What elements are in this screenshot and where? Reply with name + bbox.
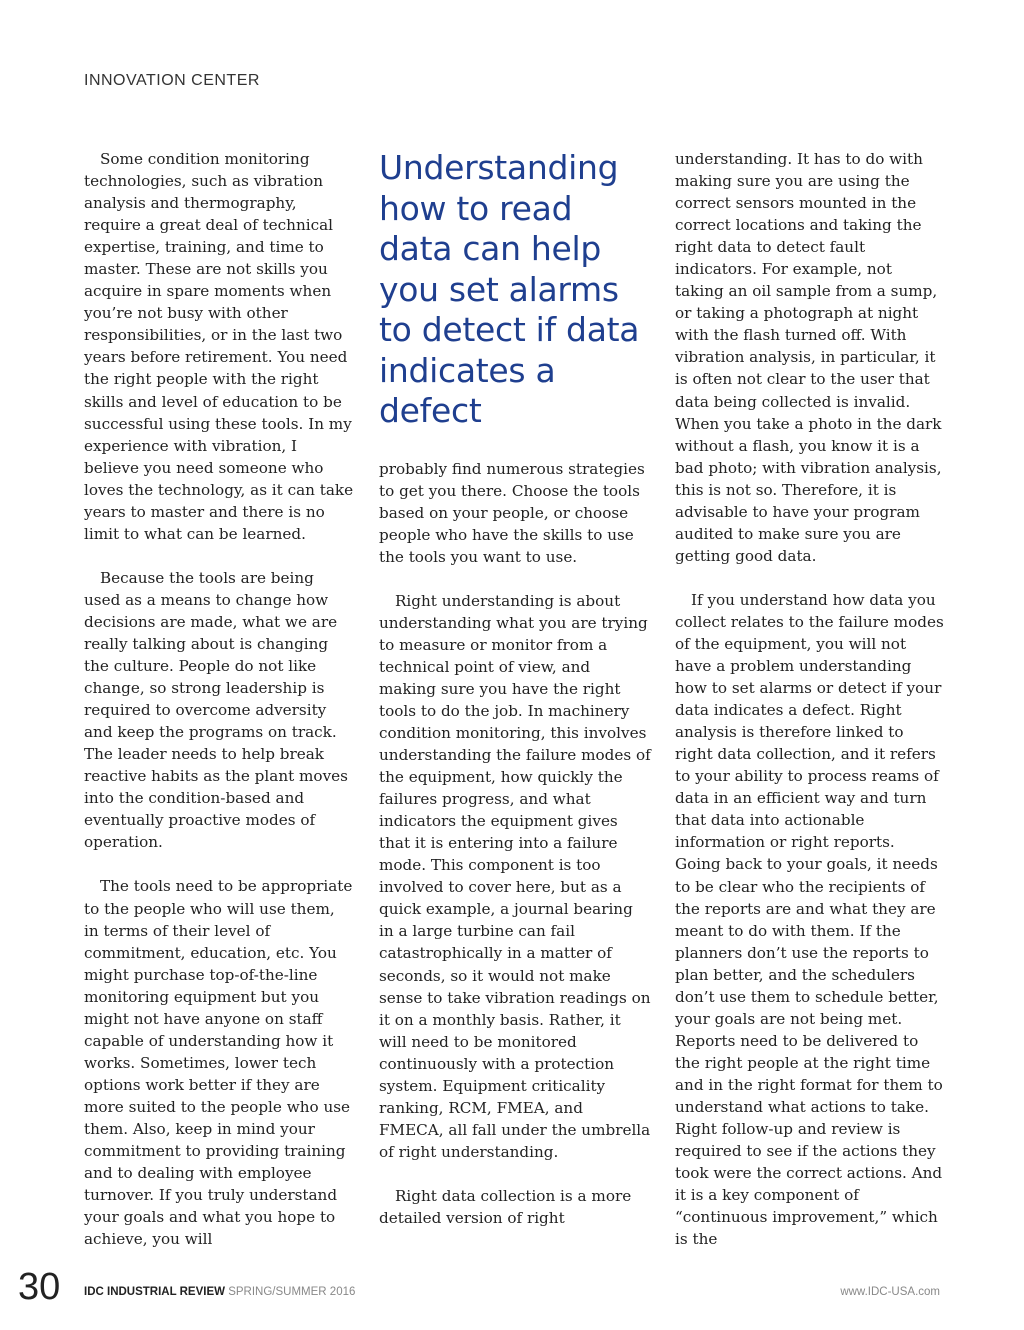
paragraph: understanding. It has to do with making sure you are using the correct sensors mounted in the correct locations and taking the right data to detect fault indicators. For example, not taking an oil sample from a sump, or taking a photograph at night with the flash turned off. With vibration analysis, in particular, it is often not clear to the user that data being collected is invalid. When you take a photo in the dark without a flash, you know it is a bad photo; with vibration analysis, this is not so. Therefore, it is advisable to have your program audited to make sure you are getting good data. <box>675 150 942 565</box>
paragraph: Some condition monitoring technologies, such as vibration analysis and thermography, require a great deal of technical expertise, training, and time to master. These are not skills you acquire in spare moments when you’re not busy with other responsibilities, or in the last two years before retirement. You need the right people with the right skills and level of education to be successful using these tools. In my experience with vibration, I believe you need someone who loves the technology, as it can take years to master and there is no limit to what can be learned. <box>84 150 354 543</box>
paragraph: The tools need to be appropriate to the people who will use them, in terms of their level of commitment, education, etc. You might purchase top-of-the-line monitoring equipment but you might not have anyone on staff capable of understanding how it works. Sometimes, lower tech options work better if they are more suited to the people who use them. Also, keep in mind your commitment to providing training and to dealing with employee turnover. If you truly understand your goals and what you hope to achieve, you will <box>84 877 353 1249</box>
paragraph: If you understand how data you collect relates to the failure modes of the equipment, you will not have a problem understanding how to set alarms or detect if your data indicates a defect. Right analysis is therefore linked to right data collection, and it refers to your ability to process reams of data in an efficient way and turn that data into actionable information or right reports. Going back to your goals, it needs to be clear who the recipients of the reports are and what they are meant to do with them. If the planners don’t use the reports to plan better, and the schedulers don’t use them to schedule better, your goals are not being met. Reports need to be delivered to the right people at the right time and in the right format for them to understand what actions to take. Right follow-up and review is required to see if the actions they took were the correct actions. And it is a key component of “continuous improvement,” which is the <box>675 590 944 1249</box>
section-label: INNOVATION CENTER <box>84 72 260 89</box>
paragraph: Right data collection is a more detailed version of right <box>379 1186 632 1227</box>
paragraph: probably find numerous strategies to get you there. Choose the tools based on your people, or choose people who have the skills to use the tools you want to use. <box>379 459 645 566</box>
issue-label: SPRING/SUMMER 2016 <box>228 1286 356 1298</box>
paragraph: Right understanding is about understanding what you are trying to measure or monitor from a technical point of view, and making sure you have the right tools to do the job. In machinery condition monitoring, this involves understanding the failure modes of the equipment, how quickly the failures progress, and what indicators the equipment gives that it is entering into a failure mode. This component is too involved to cover here, but as a quick example, a journal bearing in a large turbine can fail catastrophically in a matter of seconds, so it would not make sense to take vibration readings on it on a monthly basis. Rather, it will need to be monitored continuously with a protection system. Equipment criticality ranking, RCM, FMEA, and FMECA, all fall under the umbrella of right understanding. <box>379 591 651 1161</box>
article-column-1 <box>84 148 354 1272</box>
pull-quote: Understanding how to read data can help you set alarms to detect if data indicates a defect <box>379 148 640 430</box>
article-column-3 <box>675 148 945 1272</box>
article-column-2 <box>379 148 651 1251</box>
page-number: 30 <box>18 1266 61 1308</box>
publication-name: IDC INDUSTRIAL REVIEW <box>84 1286 225 1298</box>
website-link[interactable]: www.IDC-USA.com <box>840 1286 940 1298</box>
footer-publication-line <box>84 1286 355 1298</box>
paragraph: Because the tools are being used as a means to change how decisions are made, what we are really talking about is changing the culture. People do not like change, so strong leadership is required to overcome adversity and keep the programs on track. The leader needs to help break reactive habits as the plant moves into the condition-based and eventually proactive modes of operation. <box>84 568 348 852</box>
